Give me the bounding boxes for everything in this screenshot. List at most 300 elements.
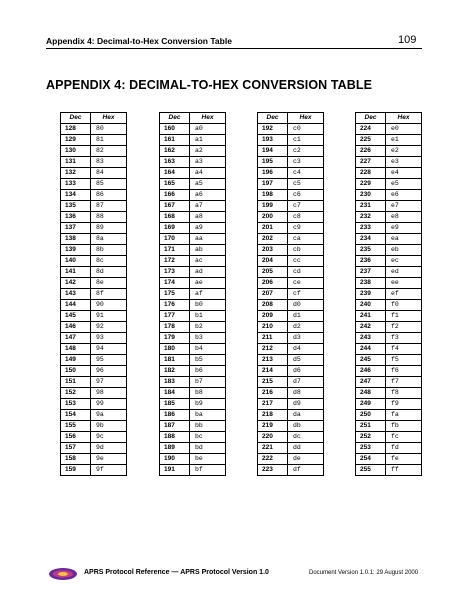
dec-value: 215 bbox=[258, 377, 288, 388]
dec-value: 223 bbox=[258, 465, 288, 476]
table-row bbox=[356, 388, 422, 399]
dec-value: 222 bbox=[258, 454, 288, 465]
table-row bbox=[258, 421, 324, 432]
dec-value: 201 bbox=[258, 223, 288, 234]
dec-value: 190 bbox=[160, 454, 190, 465]
dec-value: 160 bbox=[160, 124, 190, 135]
table-row bbox=[356, 333, 422, 344]
table-row bbox=[258, 157, 324, 168]
table-row bbox=[61, 267, 127, 278]
hex-value: 87 bbox=[91, 201, 127, 212]
dec-value: 204 bbox=[258, 256, 288, 267]
hex-value: 99 bbox=[91, 399, 127, 410]
table-header-row bbox=[160, 113, 226, 124]
dec-value: 235 bbox=[356, 245, 386, 256]
hex-value: be bbox=[190, 454, 226, 465]
table-row bbox=[61, 311, 127, 322]
hex-value: 91 bbox=[91, 311, 127, 322]
table-row bbox=[356, 454, 422, 465]
hex-value: c0 bbox=[288, 124, 324, 135]
table-row bbox=[61, 223, 127, 234]
dec-value: 178 bbox=[160, 322, 190, 333]
hex-value: 98 bbox=[91, 388, 127, 399]
hex-value: 82 bbox=[91, 146, 127, 157]
dec-value: 202 bbox=[258, 234, 288, 245]
dec-value: 147 bbox=[61, 333, 91, 344]
dec-value: 234 bbox=[356, 234, 386, 245]
dec-value: 250 bbox=[356, 410, 386, 421]
page-title: APPENDIX 4: DECIMAL-TO-HEX CONVERSION TABLE bbox=[46, 78, 373, 92]
hex-value: a4 bbox=[190, 168, 226, 179]
dec-value: 138 bbox=[61, 234, 91, 245]
hex-value: 94 bbox=[91, 344, 127, 355]
aprs-logo-icon bbox=[48, 567, 78, 581]
dec-value: 205 bbox=[258, 267, 288, 278]
dec-value: 170 bbox=[160, 234, 190, 245]
hex-value: b1 bbox=[190, 311, 226, 322]
table-row bbox=[356, 124, 422, 135]
dec-value: 164 bbox=[160, 168, 190, 179]
dec-value: 243 bbox=[356, 333, 386, 344]
table-row bbox=[61, 157, 127, 168]
table-row bbox=[258, 190, 324, 201]
table-row bbox=[160, 135, 226, 146]
dec-value: 226 bbox=[356, 146, 386, 157]
hex-value: c2 bbox=[288, 146, 324, 157]
dec-value: 191 bbox=[160, 465, 190, 476]
dec-value: 218 bbox=[258, 410, 288, 421]
hex-value: a6 bbox=[190, 190, 226, 201]
table-row bbox=[258, 454, 324, 465]
dec-value: 220 bbox=[258, 432, 288, 443]
hex-value: ad bbox=[190, 267, 226, 278]
hex-value: ca bbox=[288, 234, 324, 245]
table-row bbox=[160, 256, 226, 267]
dec-column-header: Dec bbox=[258, 113, 288, 124]
hex-value: fd bbox=[386, 443, 422, 454]
table-row bbox=[258, 311, 324, 322]
dec-value: 152 bbox=[61, 388, 91, 399]
dec-value: 146 bbox=[61, 322, 91, 333]
hex-value: ac bbox=[190, 256, 226, 267]
table-row bbox=[258, 344, 324, 355]
table-row bbox=[61, 388, 127, 399]
dec-column-header: Dec bbox=[160, 113, 190, 124]
hex-value: cc bbox=[288, 256, 324, 267]
table-header-row bbox=[61, 113, 127, 124]
dec-value: 238 bbox=[356, 278, 386, 289]
dec-value: 210 bbox=[258, 322, 288, 333]
table-row bbox=[61, 344, 127, 355]
table-row bbox=[258, 267, 324, 278]
dec-value: 195 bbox=[258, 157, 288, 168]
dec-value: 156 bbox=[61, 432, 91, 443]
hex-value: c7 bbox=[288, 201, 324, 212]
hex-value: c8 bbox=[288, 212, 324, 223]
dec-value: 133 bbox=[61, 179, 91, 190]
table-row bbox=[356, 355, 422, 366]
table-row bbox=[160, 212, 226, 223]
hex-value: 97 bbox=[91, 377, 127, 388]
dec-value: 212 bbox=[258, 344, 288, 355]
hex-value: e8 bbox=[386, 212, 422, 223]
dec-value: 244 bbox=[356, 344, 386, 355]
table-row bbox=[356, 201, 422, 212]
hex-column-header: Hex bbox=[386, 113, 422, 124]
dec-value: 192 bbox=[258, 124, 288, 135]
dec-value: 145 bbox=[61, 311, 91, 322]
table-row bbox=[258, 212, 324, 223]
hex-value: c9 bbox=[288, 223, 324, 234]
hex-value: 93 bbox=[91, 333, 127, 344]
hex-value: b4 bbox=[190, 344, 226, 355]
hex-value: f6 bbox=[386, 366, 422, 377]
table-row bbox=[61, 289, 127, 300]
hex-value: b5 bbox=[190, 355, 226, 366]
dec-value: 169 bbox=[160, 223, 190, 234]
dec-value: 142 bbox=[61, 278, 91, 289]
hex-value: 9c bbox=[91, 432, 127, 443]
table-row bbox=[356, 366, 422, 377]
dec-value: 157 bbox=[61, 443, 91, 454]
table-row bbox=[258, 377, 324, 388]
table-row bbox=[356, 234, 422, 245]
table-row bbox=[160, 146, 226, 157]
hex-value: f3 bbox=[386, 333, 422, 344]
dec-value: 132 bbox=[61, 168, 91, 179]
dec-value: 186 bbox=[160, 410, 190, 421]
hex-value: a5 bbox=[190, 179, 226, 190]
dec-value: 207 bbox=[258, 289, 288, 300]
table-row bbox=[160, 322, 226, 333]
hex-value: b6 bbox=[190, 366, 226, 377]
hex-value: db bbox=[288, 421, 324, 432]
hex-value: cb bbox=[288, 245, 324, 256]
dec-value: 219 bbox=[258, 421, 288, 432]
table-row bbox=[356, 443, 422, 454]
hex-value: e0 bbox=[386, 124, 422, 135]
dec-value: 193 bbox=[258, 135, 288, 146]
table-row bbox=[356, 245, 422, 256]
hex-value: 83 bbox=[91, 157, 127, 168]
hex-value: 8c bbox=[91, 256, 127, 267]
table-row bbox=[356, 135, 422, 146]
dec-value: 217 bbox=[258, 399, 288, 410]
hex-value: ee bbox=[386, 278, 422, 289]
dec-value: 197 bbox=[258, 179, 288, 190]
table-row bbox=[61, 432, 127, 443]
hex-value: d9 bbox=[288, 399, 324, 410]
hex-value: a3 bbox=[190, 157, 226, 168]
table-row bbox=[160, 388, 226, 399]
table-row bbox=[61, 366, 127, 377]
table-row bbox=[258, 245, 324, 256]
hex-value: e2 bbox=[386, 146, 422, 157]
table-row bbox=[160, 366, 226, 377]
table-row bbox=[356, 322, 422, 333]
dec-value: 140 bbox=[61, 256, 91, 267]
hex-value: dc bbox=[288, 432, 324, 443]
table-row bbox=[61, 135, 127, 146]
hex-value: e3 bbox=[386, 157, 422, 168]
table-row bbox=[160, 289, 226, 300]
table-row bbox=[61, 333, 127, 344]
table-row bbox=[61, 124, 127, 135]
footer-document-title: APRS Protocol Reference — APRS Protocol Version 1.0 bbox=[84, 569, 269, 576]
dec-value: 232 bbox=[356, 212, 386, 223]
table-row bbox=[356, 256, 422, 267]
table-row bbox=[61, 399, 127, 410]
dec-value: 211 bbox=[258, 333, 288, 344]
dec-value: 247 bbox=[356, 377, 386, 388]
table-row bbox=[61, 443, 127, 454]
hex-value: e7 bbox=[386, 201, 422, 212]
table-row bbox=[258, 124, 324, 135]
table-row bbox=[258, 355, 324, 366]
table-row bbox=[160, 223, 226, 234]
hex-value: a2 bbox=[190, 146, 226, 157]
table-header-row bbox=[258, 113, 324, 124]
table-row bbox=[61, 278, 127, 289]
dec-value: 151 bbox=[61, 377, 91, 388]
dec-value: 216 bbox=[258, 388, 288, 399]
table-row bbox=[356, 278, 422, 289]
dec-value: 131 bbox=[61, 157, 91, 168]
hex-value: f4 bbox=[386, 344, 422, 355]
dec-value: 184 bbox=[160, 388, 190, 399]
dec-value: 224 bbox=[356, 124, 386, 135]
dec-value: 229 bbox=[356, 179, 386, 190]
dec-value: 143 bbox=[61, 289, 91, 300]
hex-value: a9 bbox=[190, 223, 226, 234]
dec-value: 183 bbox=[160, 377, 190, 388]
table-row bbox=[356, 421, 422, 432]
dec-value: 144 bbox=[61, 300, 91, 311]
table-row bbox=[356, 311, 422, 322]
conversion-table-3 bbox=[257, 112, 324, 476]
dec-value: 163 bbox=[160, 157, 190, 168]
hex-value: c1 bbox=[288, 135, 324, 146]
table-row bbox=[258, 399, 324, 410]
dec-value: 209 bbox=[258, 311, 288, 322]
dec-value: 128 bbox=[61, 124, 91, 135]
dec-value: 236 bbox=[356, 256, 386, 267]
dec-value: 255 bbox=[356, 465, 386, 476]
table-row bbox=[160, 278, 226, 289]
dec-value: 187 bbox=[160, 421, 190, 432]
dec-value: 230 bbox=[356, 190, 386, 201]
dec-value: 200 bbox=[258, 212, 288, 223]
table-row bbox=[61, 465, 127, 476]
table-row bbox=[258, 432, 324, 443]
hex-value: ff bbox=[386, 465, 422, 476]
table-row bbox=[160, 245, 226, 256]
hex-value: d2 bbox=[288, 322, 324, 333]
hex-value: 88 bbox=[91, 212, 127, 223]
hex-value: a1 bbox=[190, 135, 226, 146]
dec-value: 173 bbox=[160, 267, 190, 278]
dec-value: 175 bbox=[160, 289, 190, 300]
dec-value: 188 bbox=[160, 432, 190, 443]
table-row bbox=[258, 179, 324, 190]
table-row bbox=[160, 267, 226, 278]
table-row bbox=[160, 410, 226, 421]
hex-value: d4 bbox=[288, 344, 324, 355]
dec-value: 233 bbox=[356, 223, 386, 234]
dec-value: 246 bbox=[356, 366, 386, 377]
hex-column-header: Hex bbox=[190, 113, 226, 124]
dec-value: 253 bbox=[356, 443, 386, 454]
table-row bbox=[160, 168, 226, 179]
dec-value: 167 bbox=[160, 201, 190, 212]
table-row bbox=[61, 146, 127, 157]
table-row bbox=[356, 289, 422, 300]
dec-value: 181 bbox=[160, 355, 190, 366]
hex-value: cd bbox=[288, 267, 324, 278]
dec-value: 251 bbox=[356, 421, 386, 432]
table-row bbox=[160, 234, 226, 245]
table-row bbox=[258, 168, 324, 179]
dec-value: 141 bbox=[61, 267, 91, 278]
dec-value: 180 bbox=[160, 344, 190, 355]
hex-value: 85 bbox=[91, 179, 127, 190]
table-row bbox=[258, 322, 324, 333]
hex-value: bf bbox=[190, 465, 226, 476]
table-row bbox=[160, 443, 226, 454]
dec-value: 171 bbox=[160, 245, 190, 256]
hex-value: 95 bbox=[91, 355, 127, 366]
table-row bbox=[160, 201, 226, 212]
hex-value: 8b bbox=[91, 245, 127, 256]
hex-value: bd bbox=[190, 443, 226, 454]
table-row bbox=[356, 410, 422, 421]
hex-value: ef bbox=[386, 289, 422, 300]
hex-value: 84 bbox=[91, 168, 127, 179]
hex-value: c6 bbox=[288, 190, 324, 201]
hex-value: 9d bbox=[91, 443, 127, 454]
table-row bbox=[61, 234, 127, 245]
dec-value: 254 bbox=[356, 454, 386, 465]
hex-value: b0 bbox=[190, 300, 226, 311]
dec-value: 213 bbox=[258, 355, 288, 366]
hex-value: fa bbox=[386, 410, 422, 421]
hex-value: af bbox=[190, 289, 226, 300]
page-number: 109 bbox=[398, 34, 417, 46]
hex-value: f7 bbox=[386, 377, 422, 388]
table-row bbox=[356, 344, 422, 355]
table-row bbox=[61, 421, 127, 432]
dec-value: 240 bbox=[356, 300, 386, 311]
hex-value: c4 bbox=[288, 168, 324, 179]
hex-value: ed bbox=[386, 267, 422, 278]
hex-value: 8f bbox=[91, 289, 127, 300]
hex-value: ba bbox=[190, 410, 226, 421]
hex-value: bb bbox=[190, 421, 226, 432]
hex-value: 8d bbox=[91, 267, 127, 278]
dec-value: 245 bbox=[356, 355, 386, 366]
hex-value: e6 bbox=[386, 190, 422, 201]
table-row bbox=[160, 344, 226, 355]
hex-value: d7 bbox=[288, 377, 324, 388]
hex-value: ab bbox=[190, 245, 226, 256]
hex-value: 92 bbox=[91, 322, 127, 333]
dec-value: 136 bbox=[61, 212, 91, 223]
hex-value: 9b bbox=[91, 421, 127, 432]
table-row bbox=[356, 399, 422, 410]
hex-value: 8e bbox=[91, 278, 127, 289]
hex-value: f0 bbox=[386, 300, 422, 311]
hex-value: a0 bbox=[190, 124, 226, 135]
hex-value: e4 bbox=[386, 168, 422, 179]
table-header-row bbox=[356, 113, 422, 124]
hex-value: f8 bbox=[386, 388, 422, 399]
table-row bbox=[160, 190, 226, 201]
hex-value: d6 bbox=[288, 366, 324, 377]
table-row bbox=[356, 267, 422, 278]
hex-value: eb bbox=[386, 245, 422, 256]
dec-value: 241 bbox=[356, 311, 386, 322]
table-row bbox=[356, 168, 422, 179]
running-header-title: Appendix 4: Decimal-to-Hex Conversion Table bbox=[46, 36, 232, 46]
table-row bbox=[356, 179, 422, 190]
table-row bbox=[258, 410, 324, 421]
table-row bbox=[258, 366, 324, 377]
hex-value: d3 bbox=[288, 333, 324, 344]
hex-value: 9f bbox=[91, 465, 127, 476]
hex-value: bc bbox=[190, 432, 226, 443]
table-row bbox=[61, 355, 127, 366]
hex-column-header: Hex bbox=[91, 113, 127, 124]
hex-value: f5 bbox=[386, 355, 422, 366]
hex-value: f1 bbox=[386, 311, 422, 322]
table-row bbox=[356, 377, 422, 388]
table-row bbox=[160, 377, 226, 388]
table-row bbox=[61, 212, 127, 223]
hex-value: c5 bbox=[288, 179, 324, 190]
table-row bbox=[61, 256, 127, 267]
dec-value: 159 bbox=[61, 465, 91, 476]
hex-value: b3 bbox=[190, 333, 226, 344]
dec-value: 189 bbox=[160, 443, 190, 454]
dec-value: 154 bbox=[61, 410, 91, 421]
table-row bbox=[61, 179, 127, 190]
hex-value: a8 bbox=[190, 212, 226, 223]
hex-value: 9a bbox=[91, 410, 127, 421]
dec-value: 168 bbox=[160, 212, 190, 223]
dec-value: 185 bbox=[160, 399, 190, 410]
table-row bbox=[356, 300, 422, 311]
table-row bbox=[61, 245, 127, 256]
table-row bbox=[258, 201, 324, 212]
table-row bbox=[258, 333, 324, 344]
hex-value: aa bbox=[190, 234, 226, 245]
conversion-table-4 bbox=[355, 112, 422, 476]
table-row bbox=[258, 223, 324, 234]
conversion-table-2 bbox=[159, 112, 226, 476]
dec-value: 182 bbox=[160, 366, 190, 377]
table-row bbox=[356, 223, 422, 234]
hex-value: 8a bbox=[91, 234, 127, 245]
table-row bbox=[356, 157, 422, 168]
table-row bbox=[160, 465, 226, 476]
hex-value: da bbox=[288, 410, 324, 421]
dec-value: 248 bbox=[356, 388, 386, 399]
dec-value: 206 bbox=[258, 278, 288, 289]
hex-value: 90 bbox=[91, 300, 127, 311]
hex-value: e5 bbox=[386, 179, 422, 190]
hex-value: ea bbox=[386, 234, 422, 245]
conversion-table-1 bbox=[60, 112, 127, 476]
